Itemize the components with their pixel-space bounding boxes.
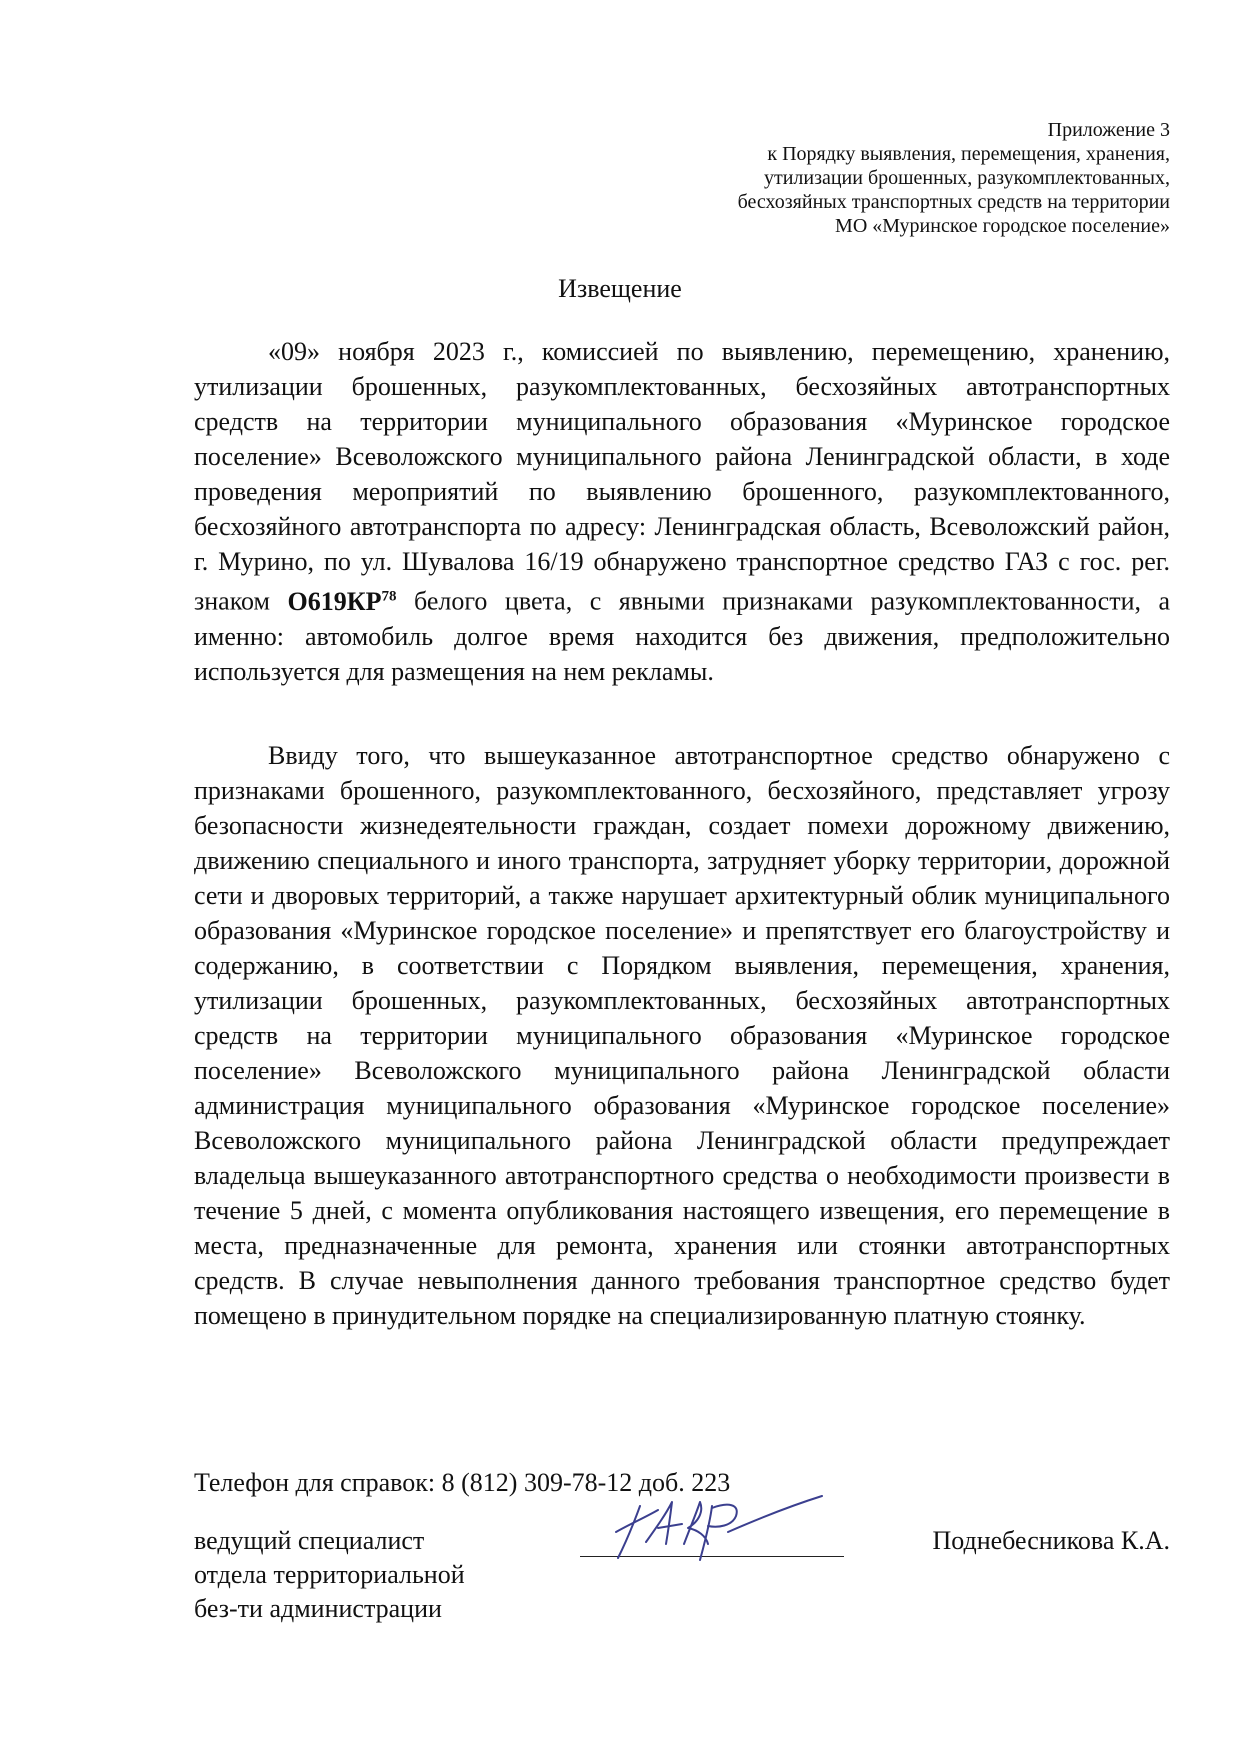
- position-line: отдела территориальной: [194, 1560, 465, 1589]
- appendix-line: утилизации брошенных, разукомплектованных,: [763, 167, 1170, 189]
- handwritten-signature: [600, 1488, 830, 1568]
- appendix-line: бесхозяйных транспортных средств на территории: [737, 191, 1170, 213]
- position-line: ведущий специалист: [194, 1526, 425, 1555]
- contact-phone: Телефон для справок: 8 (812) 309-78-12 доб. 223: [194, 1468, 731, 1497]
- appendix-line: МО «Муринское городское поселение»: [835, 215, 1170, 237]
- paragraph-warning: Ввиду того, что вышеуказанное автотранспортное средство обнаружено с признаками брошенного, разукомплектованного, бесхозяйного, представляет угрозу безопасности жизнедеятельности граждан, создает помехи дорожному движению, движению специального и иного транспорта, затрудняет уборку территории, дорожной сети и дворовых территорий, а также нарушает архитектурный облик муниципального образования «Муринское городское поселение» и препятствует его благоустройству и содержанию, в соответствии с Порядком выявления, перемещения, хранения, утилизации брошенных, разукомплектованных, бесхозяйных автотранспортных средств на территории муниципального образования «Муринское городское поселение» Всеволожского муниципального района Ленинградской области администрация муниципального образования «Муринское городское поселение» Всеволожского муниципального района Ленинградской области предупреждает владельца вышеуказанного автотранспортного средства о необходимости произвести в течение 5 дней, с момента опубликования настоящего извещения, его перемещение в места, предназначенные для ремонта, хранения или стоянки автотранспортных средств. В случае невыполнения данного требования транспортное средство будет помещено в принудительном порядке на специализированную платную стоянку.: [194, 741, 1170, 1330]
- position-line: без-ти администрации: [194, 1594, 442, 1623]
- paragraph-text: «09» ноября 2023 г., комиссией по выявлению, перемещению, хранению, утилизации брошенных, разукомплектованных, бесхозяйных автотранспортных средств на территории муниципального образования «Муринское городское поселение» Всеволожского муниципального района Ленинградской области, в ходе проведения мероприятий по выявлению брошенного, разукомплектованного, бесхозяйного автотранспорта по адресу: Ленинградская область, Всеволожский район, г. Мурино, по ул. Шувалова 16/19 обнаружено транспортное средство ГАЗ с гос. рег. знаком: [194, 337, 1170, 616]
- plate-number: О619КР$^{78}$: [287, 586, 397, 616]
- signer-position: [194, 1524, 465, 1626]
- appendix-line: Приложение 3: [1047, 119, 1170, 141]
- appendix-line: к Порядку выявления, перемещения, хранения,: [767, 143, 1170, 165]
- paragraph-findings: [194, 334, 1170, 689]
- signer-name: Поднебесникова К.А.: [932, 1526, 1170, 1555]
- document-title: Извещение: [558, 274, 682, 303]
- paragraph-text: белого цвета, с явными признаками разукомплектованности, а именно: автомобиль долгое время находится без движения, предположительно используется для размещения на нем рекламы.: [194, 586, 1171, 686]
- appendix-header: [610, 118, 1170, 238]
- plate-region: 78: [381, 588, 397, 604]
